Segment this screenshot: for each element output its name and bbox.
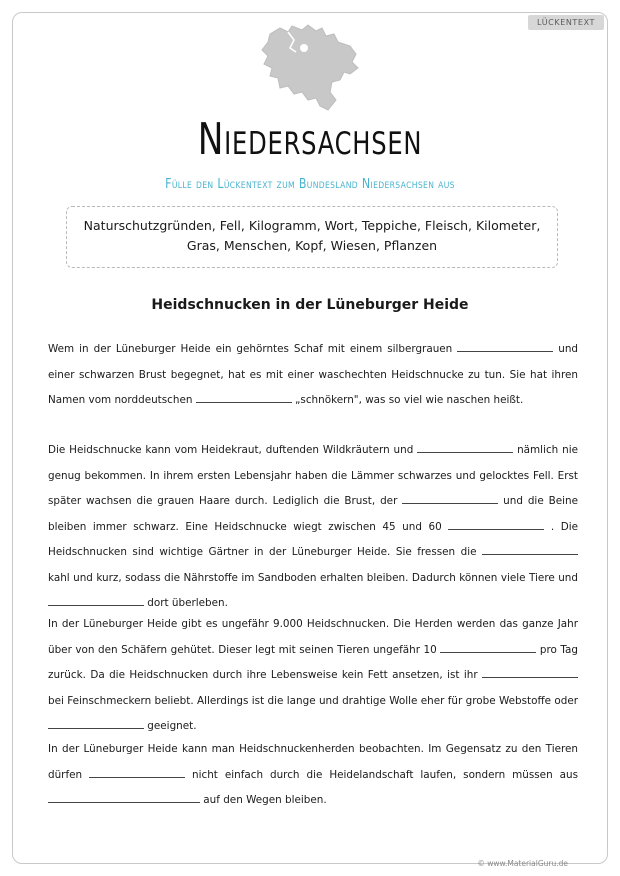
paragraph-1 bbox=[48, 337, 578, 414]
word-bank-line: Gras, Menschen, Kopf, Wiesen, Pflanzen bbox=[186, 238, 438, 253]
text-segment: pro Tag zurück. Da die Heidschnucken durch ihre Lebensweise kein Fett ansetzen, ist ihr bbox=[48, 643, 578, 681]
text-segment: auf den Wegen bleiben. bbox=[200, 794, 327, 806]
paragraph-2 bbox=[48, 438, 578, 617]
word-bank-line: Naturschutzgründen, Fell, Kilogramm, Wort, Teppiche, Fleisch, Kilometer, bbox=[83, 218, 541, 233]
worksheet-type-tag: LÜCKENTEXT bbox=[528, 15, 604, 30]
copyright-footer: © www.MaterialGuru.de bbox=[477, 859, 568, 868]
word-bank bbox=[66, 206, 558, 268]
text-segment: Die Heidschnucke kann vom Heidekraut, duftenden Wildkräutern und bbox=[48, 444, 418, 456]
answer-blank[interactable] bbox=[48, 595, 144, 606]
text-segment: und einer schwarzen Brust begegnet, hat es mit einer waschechten Heidschnucke zu tun. Sie hat ihren Namen vom norddeutschen bbox=[48, 343, 578, 406]
paragraph-4 bbox=[48, 737, 578, 814]
text-segment: Wem in der Lüneburger Heide ein gehörntes Schaf mit einem silbergrauen bbox=[48, 343, 458, 355]
niedersachsen-map-icon bbox=[258, 22, 364, 114]
answer-blank[interactable] bbox=[48, 792, 200, 803]
page-subtitle: Fülle den Lückentext zum Bundesland Niedersachsen aus bbox=[165, 177, 455, 192]
answer-blank[interactable] bbox=[448, 519, 544, 530]
answer-blank[interactable] bbox=[482, 667, 578, 678]
text-segment: „schnökern", was so viel wie naschen heißt. bbox=[291, 394, 524, 406]
answer-blank[interactable] bbox=[440, 642, 536, 653]
answer-blank[interactable] bbox=[482, 544, 578, 555]
text-segment: In der Lüneburger Heide gibt es ungefähr 9.000 Heidschnucken. Die Herden werden das ganze Jahr über von den Schäfern gehütet. Dieser legt mit seinen Tieren ungefähr 10 bbox=[48, 618, 578, 656]
answer-blank[interactable] bbox=[402, 493, 498, 504]
text-segment: In der Lüneburger Heide kann man Heidschnuckenherden beobachten. Im Gegensatz zu den Tieren dürfen bbox=[48, 743, 578, 781]
section-heading: Heidschnucken in der Lüneburger Heide bbox=[151, 297, 469, 313]
answer-blank[interactable] bbox=[457, 341, 553, 352]
paragraph-3 bbox=[48, 612, 578, 740]
text-segment: und die Beine bleiben immer schwarz. Eine Heidschnucke wiegt zwischen 45 und 60 bbox=[48, 495, 579, 533]
answer-blank[interactable] bbox=[417, 442, 513, 453]
text-segment: geeignet. bbox=[144, 720, 197, 732]
text-segment: bei Feinschmeckern beliebt. Allerdings ist die lange und drahtige Wolle eher für grobe Webstoffe oder bbox=[48, 694, 578, 707]
text-segment: nicht einfach durch die Heidelandschaft laufen, sondern müssen aus bbox=[185, 768, 578, 781]
text-segment: kahl und kurz, sodass die Nährstoffe im Sandboden erhalten bleiben. Dadurch können viele Tiere und bbox=[48, 571, 578, 584]
text-segment: nämlich nie genug bekommen. In ihrem ersten Lebensjahr haben die Lämmer schwarzes und gelocktes Fell. Erst später wachsen die grauen Haare durch. Lediglich die Brust, der bbox=[48, 444, 578, 507]
text-segment: dort überleben. bbox=[144, 597, 228, 609]
answer-blank[interactable] bbox=[196, 392, 292, 403]
page-title: Niedersachsen bbox=[197, 114, 423, 165]
text-segment: . Die Heidschnucken sind wichtige Gärtner in der Lüneburger Heide. Sie fressen die bbox=[48, 520, 578, 558]
answer-blank[interactable] bbox=[89, 767, 185, 778]
answer-blank[interactable] bbox=[48, 718, 144, 729]
